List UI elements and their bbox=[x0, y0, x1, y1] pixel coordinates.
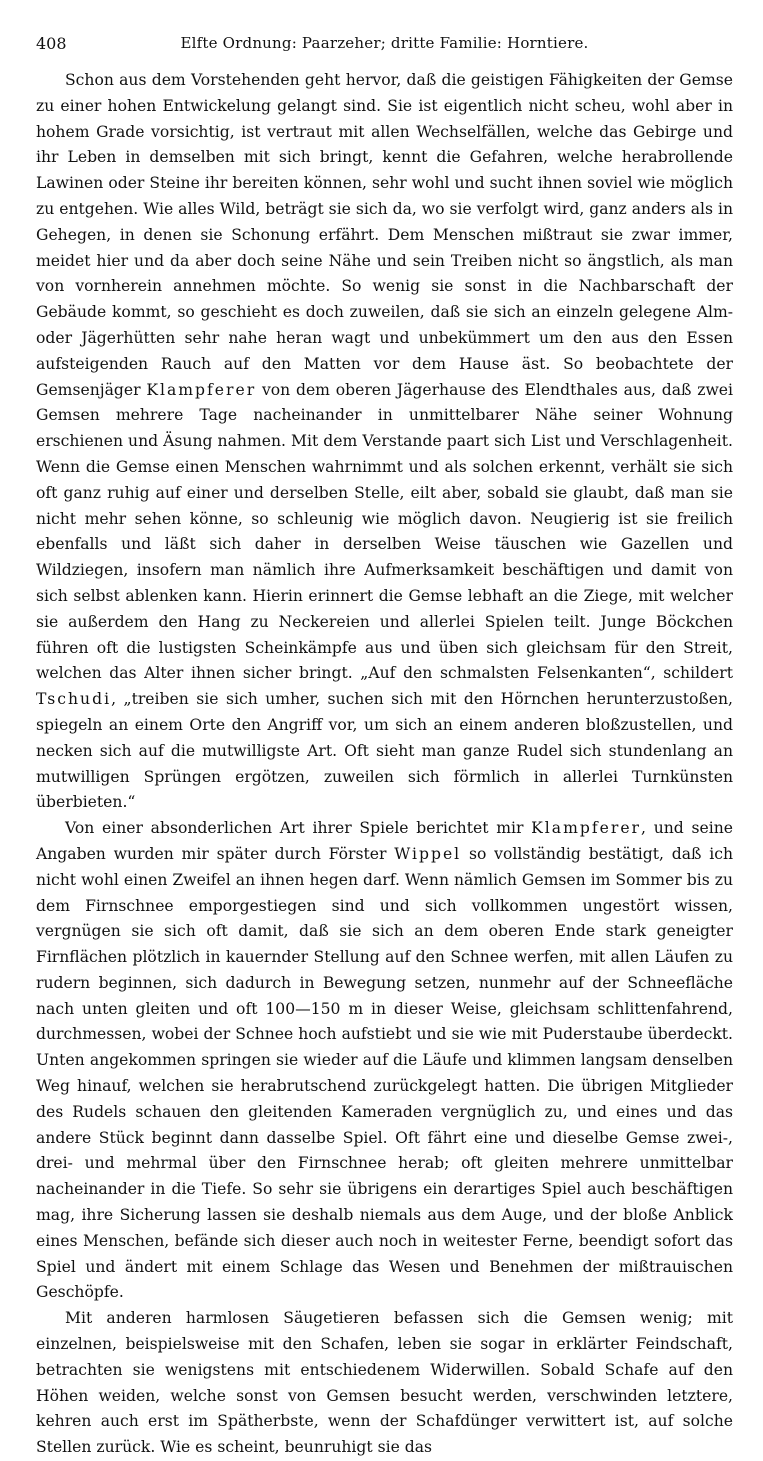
person-name: Tschudi bbox=[36, 690, 112, 709]
running-title: Elfte Ordnung: Paarzeher; dritte Familie: Horntiere. bbox=[180, 34, 589, 52]
text-run: Schon aus dem Vorstehenden geht hervor, daß die geistigen Fähigkeiten der Gemse zu einer hohen Entwickelung gelangt sind. Sie ist eigentlich nicht scheu, wohl aber in hohem Grade vorsichtig, ist vertraut mit allen Wechselfällen, welche das Gebirge und ihr Leben in demselben mit sich bringt, kennt die Gefahren, welche herabrollende Lawinen oder Steine ihr bereiten können, sehr wohl und sucht ihnen soviel wie möglich zu entgehen. Wie alles Wild, beträgt sie sich da, wo sie verfolgt wird, ganz anders als in Gehegen, in denen sie Schonung erfährt. Dem Menschen mißtraut sie zwar immer, meidet hier und da aber doch seine Nähe und sein Treiben nicht so ängstlich, als man von vornherein annehmen möchte. So wenig sie sonst in die Nachbarschaft der Gebäude kommt, so geschieht es doch zuweilen, daß sie sich an einzeln gelegene Alm- oder Jägerhütten sehr nahe heran wagt und unbekümmert um den aus den Essen aufsteigenden Rauch auf den Matten vor dem Hause äst. So beobachtete der Gemsenjäger bbox=[36, 71, 733, 399]
body-text bbox=[36, 68, 733, 1461]
text-run: Von einer absonderlichen Art ihrer Spiele berichtet mir bbox=[65, 819, 532, 838]
paragraph bbox=[36, 816, 733, 1306]
text-run: , und seine Angaben wurden mir später durch Förster bbox=[36, 819, 733, 863]
person-name: Wippel bbox=[394, 844, 462, 863]
person-name: Klampferer bbox=[146, 380, 257, 399]
running-header bbox=[36, 34, 733, 64]
text-run: , „treiben sie sich umher, suchen sich mit den Hörnchen herunterzustoßen, spiegeln an einem Orte den Angriff vor, um sich an einem anderen bloßzustellen, und necken sich auf die mutwilligste Art. Oft sieht man ganze Rudel sich stundenlang an mutwilligen Sprüngen ergötzen, zuweilen sich förmlich in allerlei Turnkünsten überbieten.“ bbox=[36, 690, 733, 812]
text-run: von dem oberen Jägerhause des Elendthales aus, daß zwei Gemsen mehrere Tage nacheinander in unmittelbarer Nähe seiner Wohnung erschienen und Äsung nahmen. Mit dem Verstande paart sich List und Verschlagenheit. Wenn die Gemse einen Menschen wahrnimmt und als solchen erkennt, verhält sie sich oft ganz ruhig auf einer und derselben Stelle, eilt aber, sobald sie glaubt, daß man sie nicht mehr sehen könne, so schleunig wie möglich davon. Neugierig ist sie freilich ebenfalls und läßt sich daher in derselben Weise täuschen wie Gazellen und Wildziegen, insofern man nämlich ihre Aufmerksamkeit beschäftigen und damit von sich selbst ablenken kann. Hierin erinnert die Gemse lebhaft an die Ziege, mit welcher sie außerdem den Hang zu Neckereien und allerlei Spielen teilt. Junge Böckchen führen oft die lustigsten Scheinkämpfe aus und üben sich gleichsam für den Streit, welchen das Alter ihnen sicher bringt. „Auf den schmalsten Felsenkanten“, schildert bbox=[36, 380, 734, 683]
page-number: 408 bbox=[36, 34, 67, 53]
text-run: so vollständig bestätigt, daß ich nicht wohl einen Zweifel an ihnen hegen darf. Wenn nämlich Gemsen im Sommer bis zu dem Firnschnee emporgestiegen sind und sich vollkommen ungestört wissen, vergnügen sie sich oft damit, daß sie sich an dem oberen Ende stark geneigter Firnflächen plötzlich in kauernder Stellung auf den Schnee werfen, mit allen Läufen zu rudern beginnen, sich dadurch in Bewegung setzen, nunmehr auf der Schneefläche nach unten gleiten und oft 100—150 m in dieser Weise, gleichsam schlittenfahrend, durchmessen, wobei der Schnee hoch aufstiebt und sie wie mit Puderstaube überdeckt. Unten angekommen springen sie wieder auf die Läufe und klimmen langsam denselben Weg hinauf, welchen sie herabrutschend zurückgelegt hatten. Die übrigen Mitglieder des Rudels schauen den gleitenden Kameraden vergnüglich zu, und eines und das andere Stück beginnt dann dasselbe Spiel. Oft fährt eine und dieselbe Gemse zwei-, drei- und mehrmal über den Firnschnee herab; oft gleiten mehrere unmittelbar nacheinander in die Tiefe. So sehr sie übrigens ein derartiges Spiel auch beschäftigen mag, ihre Sicherung lassen sie deshalb niemals aus dem Auge, und der bloße Anblick eines Menschen, befände sich dieser auch noch in weitester Ferne, beendigt sofort das Spiel und ändert mit einem Schlage das Wesen und Benehmen der mißtrauischen Geschöpfe. bbox=[36, 844, 733, 1302]
paragraph bbox=[36, 68, 733, 816]
person-name: Klampferer bbox=[531, 819, 641, 838]
paragraph bbox=[36, 1306, 733, 1461]
text-run: Mit anderen harmlosen Säugetieren befassen sich die Gemsen wenig; mit einzelnen, beispielsweise mit den Schafen, leben sie sogar in erklärter Feindschaft, betrachten sie wenigstens mit entschiedenem Widerwillen. Sobald Schafe auf den Höhen weiden, welche sonst von Gemsen besucht werden, verschwinden letztere, kehren auch erst im Spätherbste, wenn der Schafdünger verwittert ist, auf solche Stellen zurück. Wie es scheint, beunruhigt sie das bbox=[36, 1309, 733, 1457]
